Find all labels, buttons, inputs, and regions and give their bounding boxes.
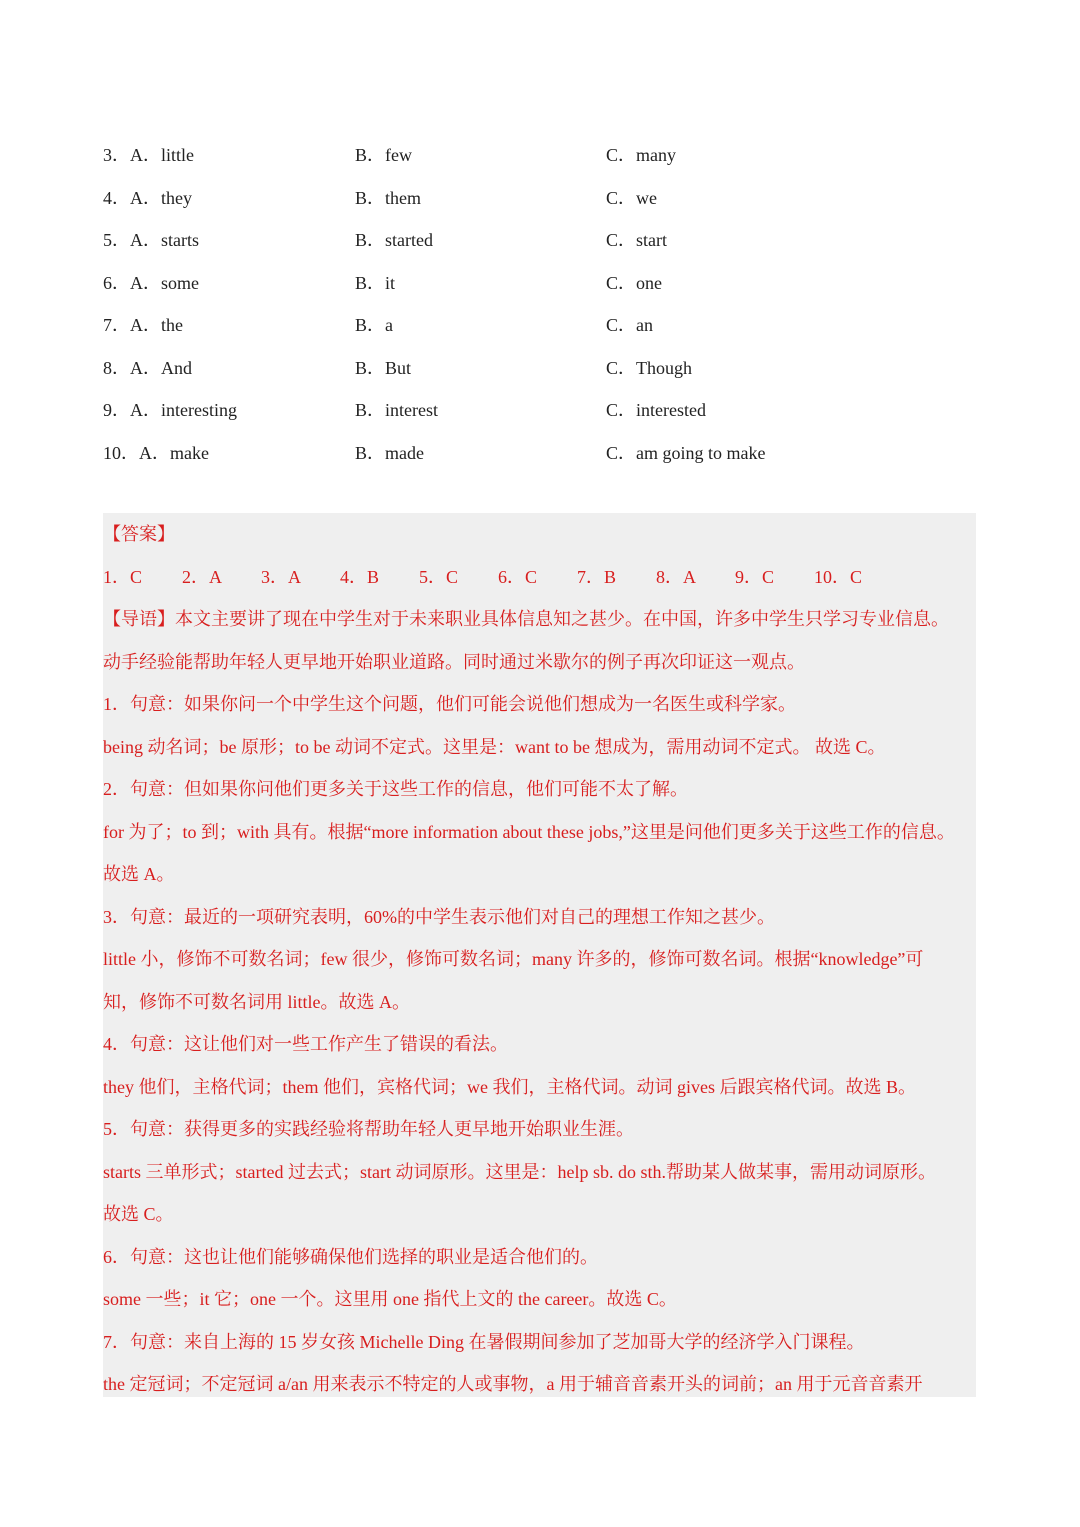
answer-key: 5．C <box>419 566 459 587</box>
option-a-text: starts <box>161 230 199 251</box>
option-a-label: 6．A． <box>103 272 161 293</box>
option-c-text: interested <box>636 400 706 421</box>
option-c-text: am going to make <box>636 442 766 463</box>
option-c-text: one <box>636 272 663 293</box>
option-b-label: B． <box>355 315 386 336</box>
option-a-label: 8．A． <box>103 357 161 378</box>
answer-key: 7．B <box>577 566 617 587</box>
option-c-label: C． <box>606 315 637 336</box>
option-c-label: C． <box>606 272 637 293</box>
option-b-text: interest <box>385 400 438 421</box>
option-a-label: 7．A． <box>103 315 161 336</box>
question-options <box>103 133 983 473</box>
option-b-text: them <box>385 187 422 208</box>
intro-line: 动手经验能帮助年轻人更早地开始职业道路。同时通过米歇尔的例子再次印证这一观点。 <box>103 651 805 672</box>
explanation-line: 4．句意：这让他们对一些工作产生了错误的看法。 <box>103 1034 508 1054</box>
option-b-text: a <box>385 315 394 336</box>
option-row <box>103 303 983 346</box>
intro-line: 【导语】本文主要讲了现在中学生对于未来职业具体信息知之甚少。在中国，许多中学生只学习专业信息。 <box>103 609 949 629</box>
explanation-line: 5．句意：获得更多的实践经验将帮助年轻人更早地开始职业生涯。 <box>103 1119 634 1139</box>
option-c-label: C． <box>606 357 637 378</box>
answer-key: 2．A <box>182 566 222 587</box>
option-a-label: 5．A． <box>103 230 161 251</box>
option-row <box>103 346 983 389</box>
explanation-line: starts 三单形式；started 过去式；start 动词原形。这里是：help sb. do sth.帮助某人做某事，需用动词原形。 <box>103 1161 936 1182</box>
option-b-label: B． <box>355 187 386 208</box>
option-c-label: C． <box>606 442 637 463</box>
option-a-label: 3．A． <box>103 145 161 166</box>
option-b-text: few <box>385 145 412 166</box>
option-b-label: B． <box>355 145 386 166</box>
option-c-text: we <box>636 187 658 208</box>
option-a-text: And <box>161 357 192 378</box>
option-row <box>103 388 983 431</box>
option-b-text: it <box>385 272 396 293</box>
option-a-text: the <box>161 315 183 336</box>
option-a-label: 4．A． <box>103 187 161 208</box>
option-b-label: B． <box>355 230 386 251</box>
option-row <box>103 431 983 474</box>
option-a-text: make <box>170 442 209 463</box>
explanation-line: for 为了；to 到；with 具有。根据“more information about these jobs,”这里是问他们更多关于这些工作的信息。 <box>103 821 955 842</box>
answer-key: 3．A <box>261 566 301 587</box>
answer-key: 4．B <box>340 566 380 587</box>
answer-key: 9．C <box>735 566 775 587</box>
option-row <box>103 176 983 219</box>
explanation-line: the 定冠词；不定冠词 a/an 用来表示不特定的人或事物，a 用于辅音音素开头的词前；an 用于元音音素开 <box>103 1374 923 1394</box>
answer-explanation-box <box>103 513 976 1397</box>
explanation-line: they 他们，主格代词；them 他们，宾格代词；we 我们，主格代词。动词 gives 后跟宾格代词。故选 B。 <box>103 1076 916 1097</box>
option-b-text: started <box>385 230 433 251</box>
option-b-label: B． <box>355 400 386 421</box>
option-c-text: an <box>636 315 654 336</box>
option-row <box>103 218 983 261</box>
answer-key: 8．A <box>656 566 696 587</box>
option-c-label: C． <box>606 145 637 166</box>
answer-key: 6．C <box>498 566 538 587</box>
option-c-text: start <box>636 230 668 251</box>
explanation-line: 故选 A。 <box>103 864 175 884</box>
option-b-label: B． <box>355 357 386 378</box>
explanation-line: 1．句意：如果你问一个中学生这个问题，他们可能会说他们想成为一名医生或科学家。 <box>103 694 796 714</box>
option-c-label: C． <box>606 187 637 208</box>
option-b-text: But <box>385 357 412 378</box>
answer-key-row <box>103 556 976 599</box>
option-b-text: made <box>385 442 424 463</box>
option-c-label: C． <box>606 230 637 251</box>
option-c-text: Though <box>636 357 693 378</box>
explanation-line: 7．句意：来自上海的 15 岁女孩 Michelle Ding 在暑假期间参加了芝加哥大学的经济学入门课程。 <box>103 1331 865 1352</box>
answer-heading: 【答案】 <box>103 524 175 544</box>
explanation-line: 故选 C。 <box>103 1204 174 1224</box>
option-row <box>103 133 983 176</box>
option-b-label: B． <box>355 272 386 293</box>
explanation-line: 3．句意：最近的一项研究表明，60%的中学生表示他们对自己的理想工作知之甚少。 <box>103 906 775 927</box>
option-a-text: they <box>161 187 192 208</box>
answer-key: 10．C <box>814 566 863 587</box>
explanation-line: being 动名词；be 原形；to be 动词不定式。这里是：want to be 想成为，需用动词不定式。 故选 C。 <box>103 736 886 757</box>
explanation-line: little 小，修饰不可数名词；few 很少，修饰可数名词；many 许多的，修饰可数名词。根据“knowledge”可 <box>103 949 924 969</box>
option-b-label: B． <box>355 442 386 463</box>
option-a-label: 9．A． <box>103 400 161 421</box>
option-a-label: 10．A． <box>103 442 170 463</box>
option-a-text: interesting <box>161 400 237 421</box>
explanation-line: 6．句意：这也让他们能够确保他们选择的职业是适合他们的。 <box>103 1246 598 1267</box>
option-a-text: some <box>161 272 199 293</box>
option-c-label: C． <box>606 400 637 421</box>
explanation-line: some 一些；it 它；one 一个。这里用 one 指代上文的 the career。故选 C。 <box>103 1289 677 1309</box>
option-a-text: little <box>161 145 194 166</box>
explanation-line: 知，修饰不可数名词用 little。故选 A。 <box>103 991 410 1012</box>
answer-key: 1．C <box>103 566 143 587</box>
option-c-text: many <box>636 145 677 166</box>
explanation-line: 2．句意：但如果你问他们更多关于这些工作的信息，他们可能不太了解。 <box>103 779 688 799</box>
option-row <box>103 261 983 304</box>
